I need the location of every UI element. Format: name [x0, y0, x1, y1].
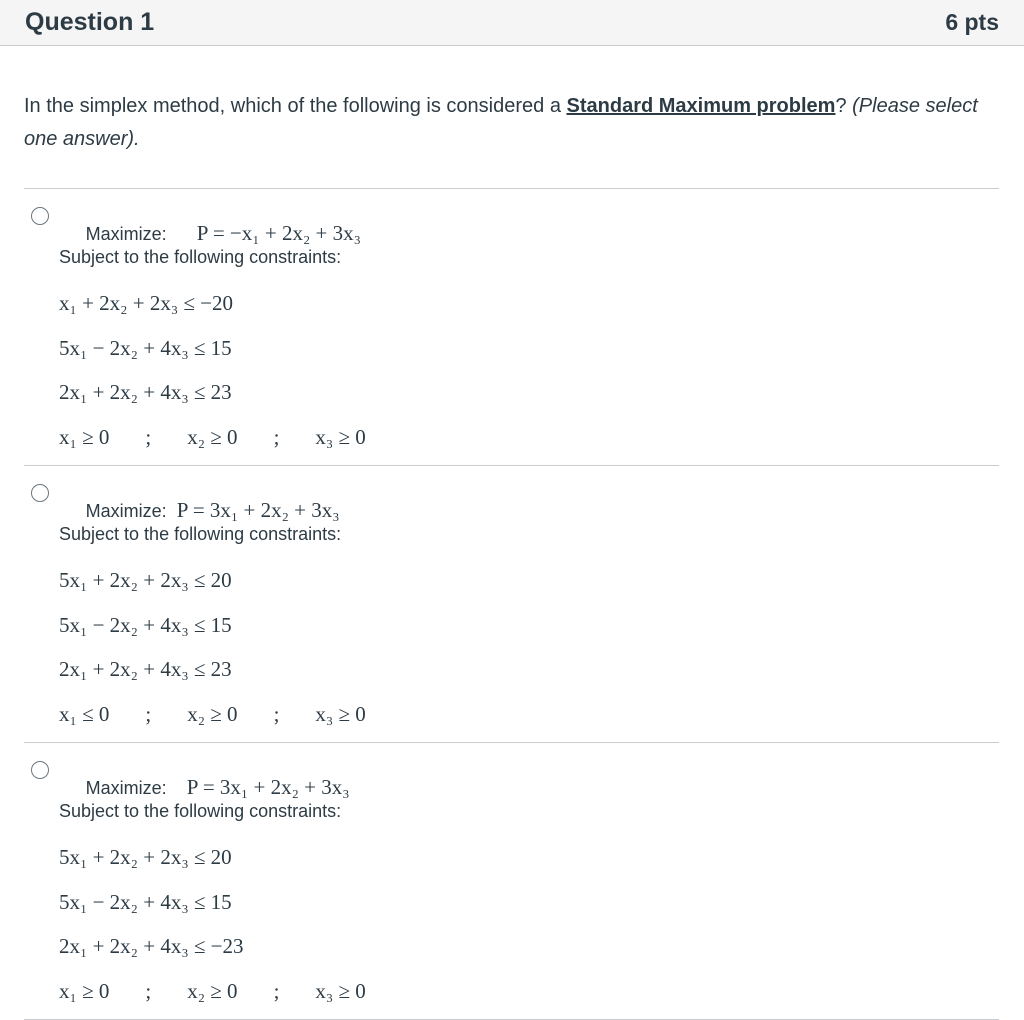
nonnegativity-constraints: [59, 702, 366, 727]
question-instructions: (Please select one answer).: [24, 95, 978, 150]
x3-constraint: x₃ ≥ 0: [315, 979, 366, 1003]
radio-button[interactable]: [31, 484, 49, 502]
question-text: [24, 90, 999, 156]
separator: ;: [273, 702, 280, 726]
subject-to-label: Subject to the following constraints:: [59, 247, 342, 267]
question-title: Question 1: [25, 8, 155, 36]
constraint-3: 2x₁ + 2x₂ + 4x₃ ≤ −23: [59, 934, 244, 958]
separator: ;: [273, 979, 280, 1003]
subject-to-label: Subject to the following constraints:: [59, 801, 342, 821]
constraint-1: 5x₁ + 2x₂ + 2x₃ ≤ 20: [59, 845, 232, 869]
objective-function: P = 3x₁ + 2x₂ + 3x₃: [186, 775, 350, 799]
constraint-2: 5x₁ − 2x₂ + 4x₃ ≤ 15: [59, 890, 232, 914]
constraint-2: 5x₁ − 2x₂ + 4x₃ ≤ 15: [59, 336, 232, 360]
constraint-2: 5x₁ − 2x₂ + 4x₃ ≤ 15: [59, 613, 232, 637]
answer-option-1[interactable]: [24, 189, 999, 466]
constraint-1: 5x₁ + 2x₂ + 2x₃ ≤ 20: [59, 568, 232, 592]
question-text-after: ?: [835, 95, 853, 117]
maximize-label: Maximize:: [85, 778, 167, 798]
radio-button[interactable]: [31, 761, 49, 779]
x2-constraint: x₂ ≥ 0: [187, 425, 238, 449]
x3-constraint: x₃ ≥ 0: [315, 425, 366, 449]
x2-constraint: x₂ ≥ 0: [187, 979, 238, 1003]
constraint-1: x₁ + 2x₂ + 2x₃ ≤ −20: [59, 291, 234, 315]
answer-option-3[interactable]: [24, 743, 999, 1020]
nonnegativity-constraints: [59, 979, 366, 1004]
question-points: 6 pts: [945, 9, 999, 35]
answer-option-2[interactable]: [24, 466, 999, 743]
answer-list: [24, 188, 999, 1020]
objective-function: P = 3x₁ + 2x₂ + 3x₃: [176, 498, 340, 522]
maximize-label: Maximize:: [85, 224, 167, 244]
subject-to-label: Subject to the following constraints:: [59, 524, 342, 544]
question-text-before: In the simplex method, which of the following is considered a: [24, 95, 567, 117]
x1-constraint: x₁ ≥ 0: [59, 979, 110, 1003]
separator: ;: [145, 702, 152, 726]
radio-button[interactable]: [31, 207, 49, 225]
x1-constraint: x₁ ≤ 0: [59, 702, 110, 726]
x1-constraint: x₁ ≥ 0: [59, 425, 110, 449]
constraint-3: 2x₁ + 2x₂ + 4x₃ ≤ 23: [59, 380, 232, 404]
question-header: [0, 0, 1024, 46]
nonnegativity-constraints: [59, 425, 366, 450]
separator: ;: [145, 425, 152, 449]
x3-constraint: x₃ ≥ 0: [315, 702, 366, 726]
constraint-3: 2x₁ + 2x₂ + 4x₃ ≤ 23: [59, 657, 232, 681]
maximize-label: Maximize:: [85, 501, 167, 521]
objective-function: P = −x₁ + 2x₂ + 3x₃: [196, 221, 361, 245]
separator: ;: [273, 425, 280, 449]
standard-maximum-problem-link[interactable]: Standard Maximum problem: [566, 95, 836, 117]
separator: ;: [145, 979, 152, 1003]
x2-constraint: x₂ ≥ 0: [187, 702, 238, 726]
